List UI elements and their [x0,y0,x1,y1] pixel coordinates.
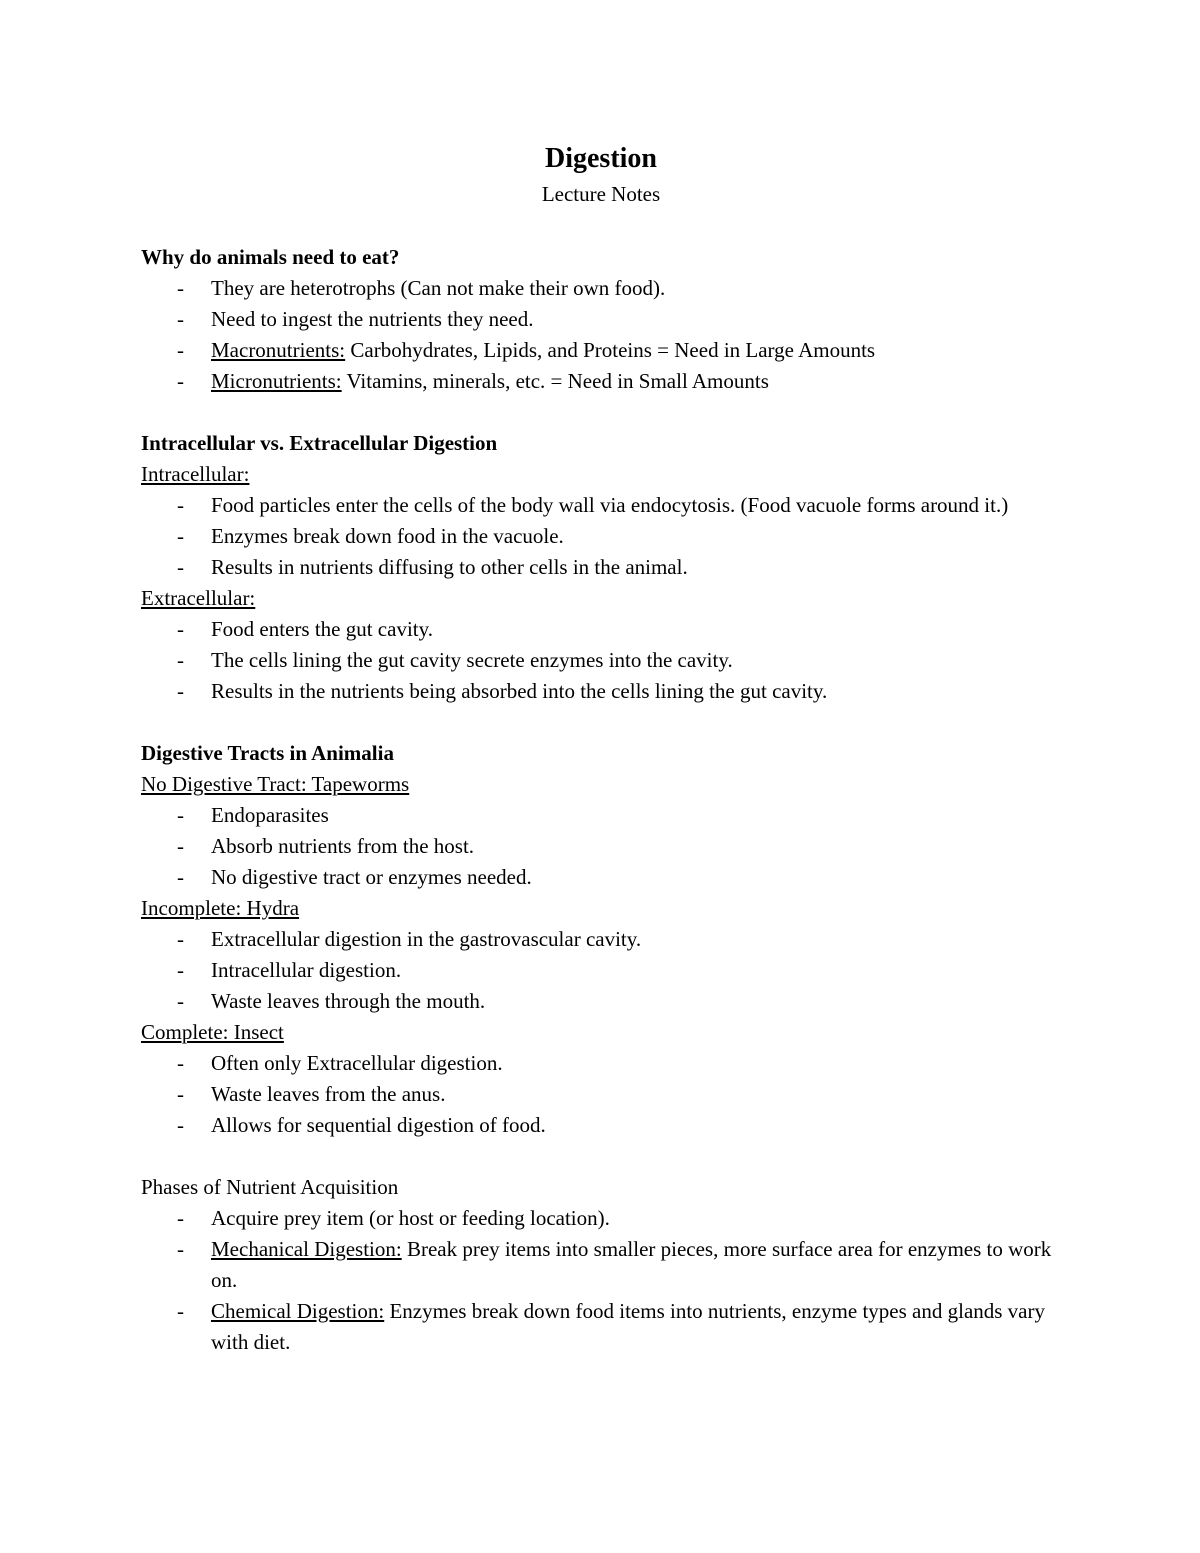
section-phases [141,1172,1061,1358]
section-heading-phases: Phases of Nutrient Acquisition [141,1175,399,1199]
phases-list [141,1203,1061,1358]
list-item: - Macronutrients: Carbohydrates, Lipids, and Proteins = Need in Large Amounts [141,335,1061,366]
term-chemical-digestion: Chemical Digestion: [211,1299,385,1323]
complete-list [141,1048,1061,1141]
list-item: - Food particles enter the cells of the body wall via endocytosis. (Food vacuole forms around it.) [141,490,1061,521]
sublabel-intracellular: Intracellular: [141,462,250,486]
list-item: - Acquire prey item (or host or feeding location). [141,1203,1061,1234]
list-item: - No digestive tract or enzymes needed. [141,862,1061,893]
list-item: - Waste leaves from the anus. [141,1079,1061,1110]
list-item: - Absorb nutrients from the host. [141,831,1061,862]
sublabel-complete: Complete: Insect [141,1020,284,1044]
why-eat-list [141,273,1061,397]
section-digestive-tracts [141,738,1061,1141]
list-item: - Waste leaves through the mouth. [141,986,1061,1017]
sublabel-extracellular: Extracellular: [141,586,256,610]
list-item: - Results in nutrients diffusing to other cells in the animal. [141,552,1061,583]
term-micronutrients: Micronutrients: [211,369,342,393]
list-item: - Micronutrients: Vitamins, minerals, etc. = Need in Small Amounts [141,366,1061,397]
list-item: - Results in the nutrients being absorbed into the cells lining the gut cavity. [141,676,1061,707]
section-heading-digestive-tracts: Digestive Tracts in Animalia [141,741,394,765]
no-tract-list [141,800,1061,893]
document-page [141,141,1061,1389]
list-item: - Intracellular digestion. [141,955,1061,986]
document-subtitle: Lecture Notes [541,182,661,206]
list-item: - Endoparasites [141,800,1061,831]
section-heading-why-eat: Why do animals need to eat? [141,245,400,269]
term-macronutrients: Macronutrients: [211,338,346,362]
term-mechanical-digestion: Mechanical Digestion: [211,1237,402,1261]
extracellular-list [141,614,1061,707]
document-title: Digestion [545,143,657,174]
list-item: - They are heterotrophs (Can not make their own food). [141,273,1061,304]
list-item: - Extracellular digestion in the gastrovascular cavity. [141,924,1061,955]
list-item: - Food enters the gut cavity. [141,614,1061,645]
intracellular-list [141,490,1061,583]
sublabel-incomplete: Incomplete: Hydra [141,896,300,920]
incomplete-list [141,924,1061,1017]
list-item: - Mechanical Digestion: Break prey items into smaller pieces, more surface area for enzymes to work on. [141,1234,1061,1296]
list-item: - Need to ingest the nutrients they need. [141,304,1061,335]
section-heading-intra-extra: Intracellular vs. Extracellular Digestion [141,431,498,455]
list-item: - Often only Extracellular digestion. [141,1048,1061,1079]
list-item: - The cells lining the gut cavity secrete enzymes into the cavity. [141,645,1061,676]
sublabel-no-tract: No Digestive Tract: Tapeworms [141,772,410,796]
section-why-eat [141,242,1061,397]
list-item: - Enzymes break down food in the vacuole. [141,521,1061,552]
section-intra-extra [141,428,1061,707]
list-item: - Chemical Digestion: Enzymes break down food items into nutrients, enzyme types and glands vary with diet. [141,1296,1061,1358]
list-item: - Allows for sequential digestion of food. [141,1110,1061,1141]
